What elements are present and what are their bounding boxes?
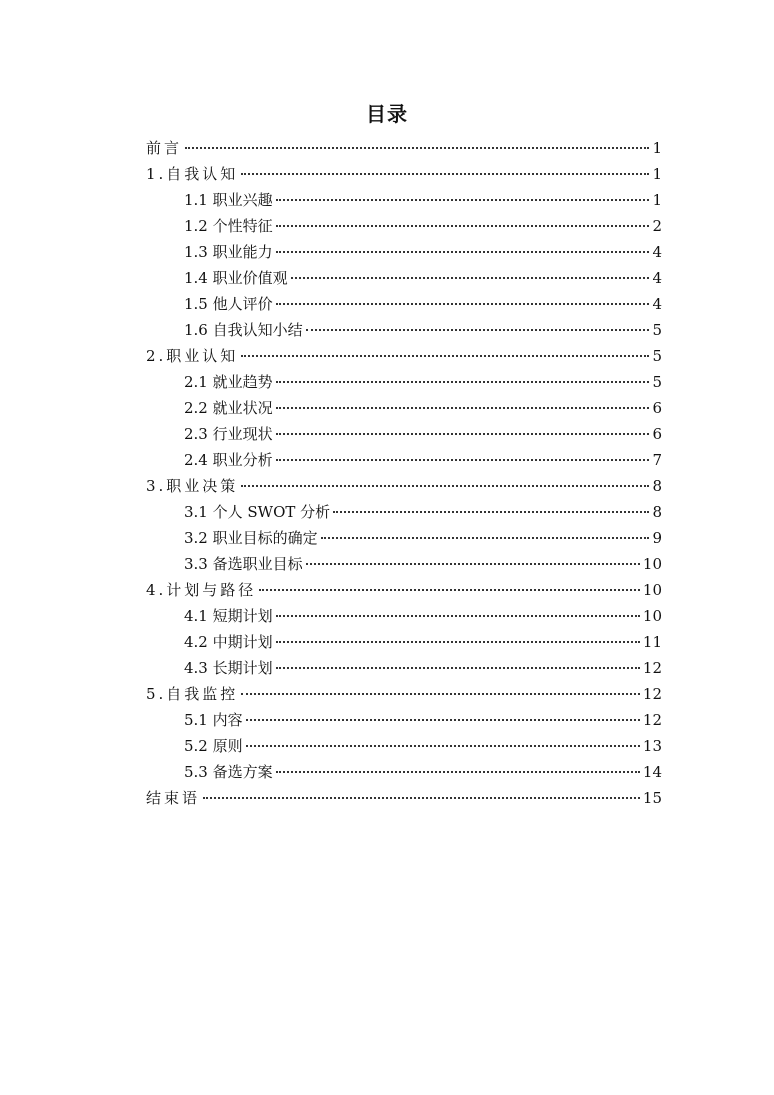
dot-leader: [276, 641, 640, 643]
toc-entry-label: 2.3 行业现状: [184, 425, 273, 443]
toc-entry-label: 5.3 备选方案: [184, 763, 273, 781]
toc-entry-label: 2.4 职业分析: [184, 451, 273, 469]
toc-entry[interactable]: [146, 525, 662, 551]
toc-entry-page-number: 12: [642, 659, 662, 677]
dot-leader: [241, 355, 649, 357]
dot-leader: [241, 693, 640, 695]
dot-leader: [276, 381, 649, 383]
toc-entry-page-number: 15: [642, 789, 662, 807]
dot-leader: [291, 277, 649, 279]
toc-entry[interactable]: [146, 499, 662, 525]
toc-entry[interactable]: [146, 603, 662, 629]
dot-leader: [333, 511, 649, 513]
toc-entry-label: 1.5 他人评价: [184, 295, 273, 313]
toc-entry-page-number: 5: [652, 373, 662, 391]
toc-entry-page-number: 7: [652, 451, 662, 469]
toc-entry-page-number: 4: [652, 269, 662, 287]
toc-entry[interactable]: [146, 291, 662, 317]
dot-leader: [185, 147, 649, 149]
toc-entry[interactable]: [146, 187, 662, 213]
toc-entry-label: 5.2 原则: [184, 737, 243, 755]
toc-entry-page-number: 1: [652, 165, 662, 183]
toc-entry[interactable]: [146, 317, 662, 343]
toc-entry-label: 1.自我认知: [146, 165, 239, 183]
dot-leader: [246, 719, 640, 721]
toc-entry-page-number: 1: [652, 191, 662, 209]
toc-entry-label: 3.2 职业目标的确定: [184, 529, 318, 547]
toc-entry-label: 前言: [146, 139, 183, 157]
toc-entry-page-number: 8: [652, 503, 662, 521]
toc-entry[interactable]: [146, 577, 662, 603]
toc-entry-label: 1.3 职业能力: [184, 243, 273, 261]
toc-entry[interactable]: [146, 265, 662, 291]
toc-entry[interactable]: [146, 473, 662, 499]
toc-entry-label: 结束语: [146, 789, 201, 807]
toc-entry-label: 3.3 备选职业目标: [184, 555, 303, 573]
toc-entry-label: 4.3 长期计划: [184, 659, 273, 677]
dot-leader: [276, 771, 640, 773]
toc-entry-page-number: 1: [652, 139, 662, 157]
toc-entry[interactable]: [146, 681, 662, 707]
toc-entry[interactable]: [146, 707, 662, 733]
toc-entry-page-number: 6: [652, 425, 662, 443]
toc-entry-page-number: 12: [642, 711, 662, 729]
toc-entry-page-number: 11: [642, 633, 662, 651]
toc-entry-page-number: 4: [652, 295, 662, 313]
toc-entry[interactable]: [146, 161, 662, 187]
toc-entry-page-number: 5: [652, 347, 662, 365]
toc-entry-page-number: 5: [652, 321, 662, 339]
dot-leader: [203, 797, 640, 799]
toc-entry-page-number: 13: [642, 737, 662, 755]
toc-entry-label: 2.1 就业趋势: [184, 373, 273, 391]
toc-entry-label: 4.1 短期计划: [184, 607, 273, 625]
toc-entry[interactable]: [146, 421, 662, 447]
toc-entry-label: 5.1 内容: [184, 711, 243, 729]
toc-entry-label: 5.自我监控: [146, 685, 239, 703]
toc-entry-label: 1.1 职业兴趣: [184, 191, 273, 209]
toc-entry-label: 1.6 自我认知小结: [184, 321, 303, 339]
dot-leader: [259, 589, 640, 591]
toc-entry[interactable]: [146, 239, 662, 265]
toc-entry-page-number: 4: [652, 243, 662, 261]
dot-leader: [276, 303, 649, 305]
dot-leader: [276, 615, 640, 617]
dot-leader: [306, 563, 640, 565]
toc-entry-page-number: 10: [642, 607, 662, 625]
page-title: 目录: [366, 102, 408, 126]
dot-leader: [276, 199, 649, 201]
dot-leader: [276, 251, 649, 253]
toc-entry-page-number: 6: [652, 399, 662, 417]
dot-leader: [276, 433, 649, 435]
toc-entry-page-number: 2: [652, 217, 662, 235]
toc-entry-label: 3.1 个人 SWOT 分析: [184, 503, 331, 521]
toc-entry[interactable]: [146, 785, 662, 811]
toc-entry[interactable]: [146, 369, 662, 395]
toc-entry-page-number: 14: [642, 763, 662, 781]
toc-entry[interactable]: [146, 733, 662, 759]
toc-entry[interactable]: [146, 135, 662, 161]
dot-leader: [276, 459, 649, 461]
dot-leader: [276, 225, 649, 227]
toc-entry[interactable]: [146, 343, 662, 369]
dot-leader: [276, 407, 649, 409]
toc-entry[interactable]: [146, 759, 662, 785]
toc-entry-label: 4.2 中期计划: [184, 633, 273, 651]
toc-entry-label: 2.职业认知: [146, 347, 239, 365]
toc-entry-label: 3.职业决策: [146, 477, 239, 495]
toc-entry[interactable]: [146, 395, 662, 421]
toc-entry-label: 2.2 就业状况: [184, 399, 273, 417]
toc-entry[interactable]: [146, 655, 662, 681]
toc-entry-page-number: 9: [652, 529, 662, 547]
toc-entry-label: 1.2 个性特征: [184, 217, 273, 235]
dot-leader: [246, 745, 640, 747]
toc-entry[interactable]: [146, 213, 662, 239]
toc-entry-label: 1.4 职业价值观: [184, 269, 288, 287]
dot-leader: [321, 537, 649, 539]
dot-leader: [241, 173, 649, 175]
toc-entry-label: 4.计划与路径: [146, 581, 257, 599]
toc-entry[interactable]: [146, 629, 662, 655]
toc-entry[interactable]: [146, 551, 662, 577]
toc-entry[interactable]: [146, 447, 662, 473]
toc-entry-page-number: 12: [642, 685, 662, 703]
toc-entry-page-number: 10: [642, 581, 662, 599]
toc-entry-page-number: 8: [652, 477, 662, 495]
dot-leader: [276, 667, 640, 669]
dot-leader: [306, 329, 649, 331]
table-of-contents: [146, 135, 662, 811]
dot-leader: [241, 485, 649, 487]
toc-entry-page-number: 10: [642, 555, 662, 573]
